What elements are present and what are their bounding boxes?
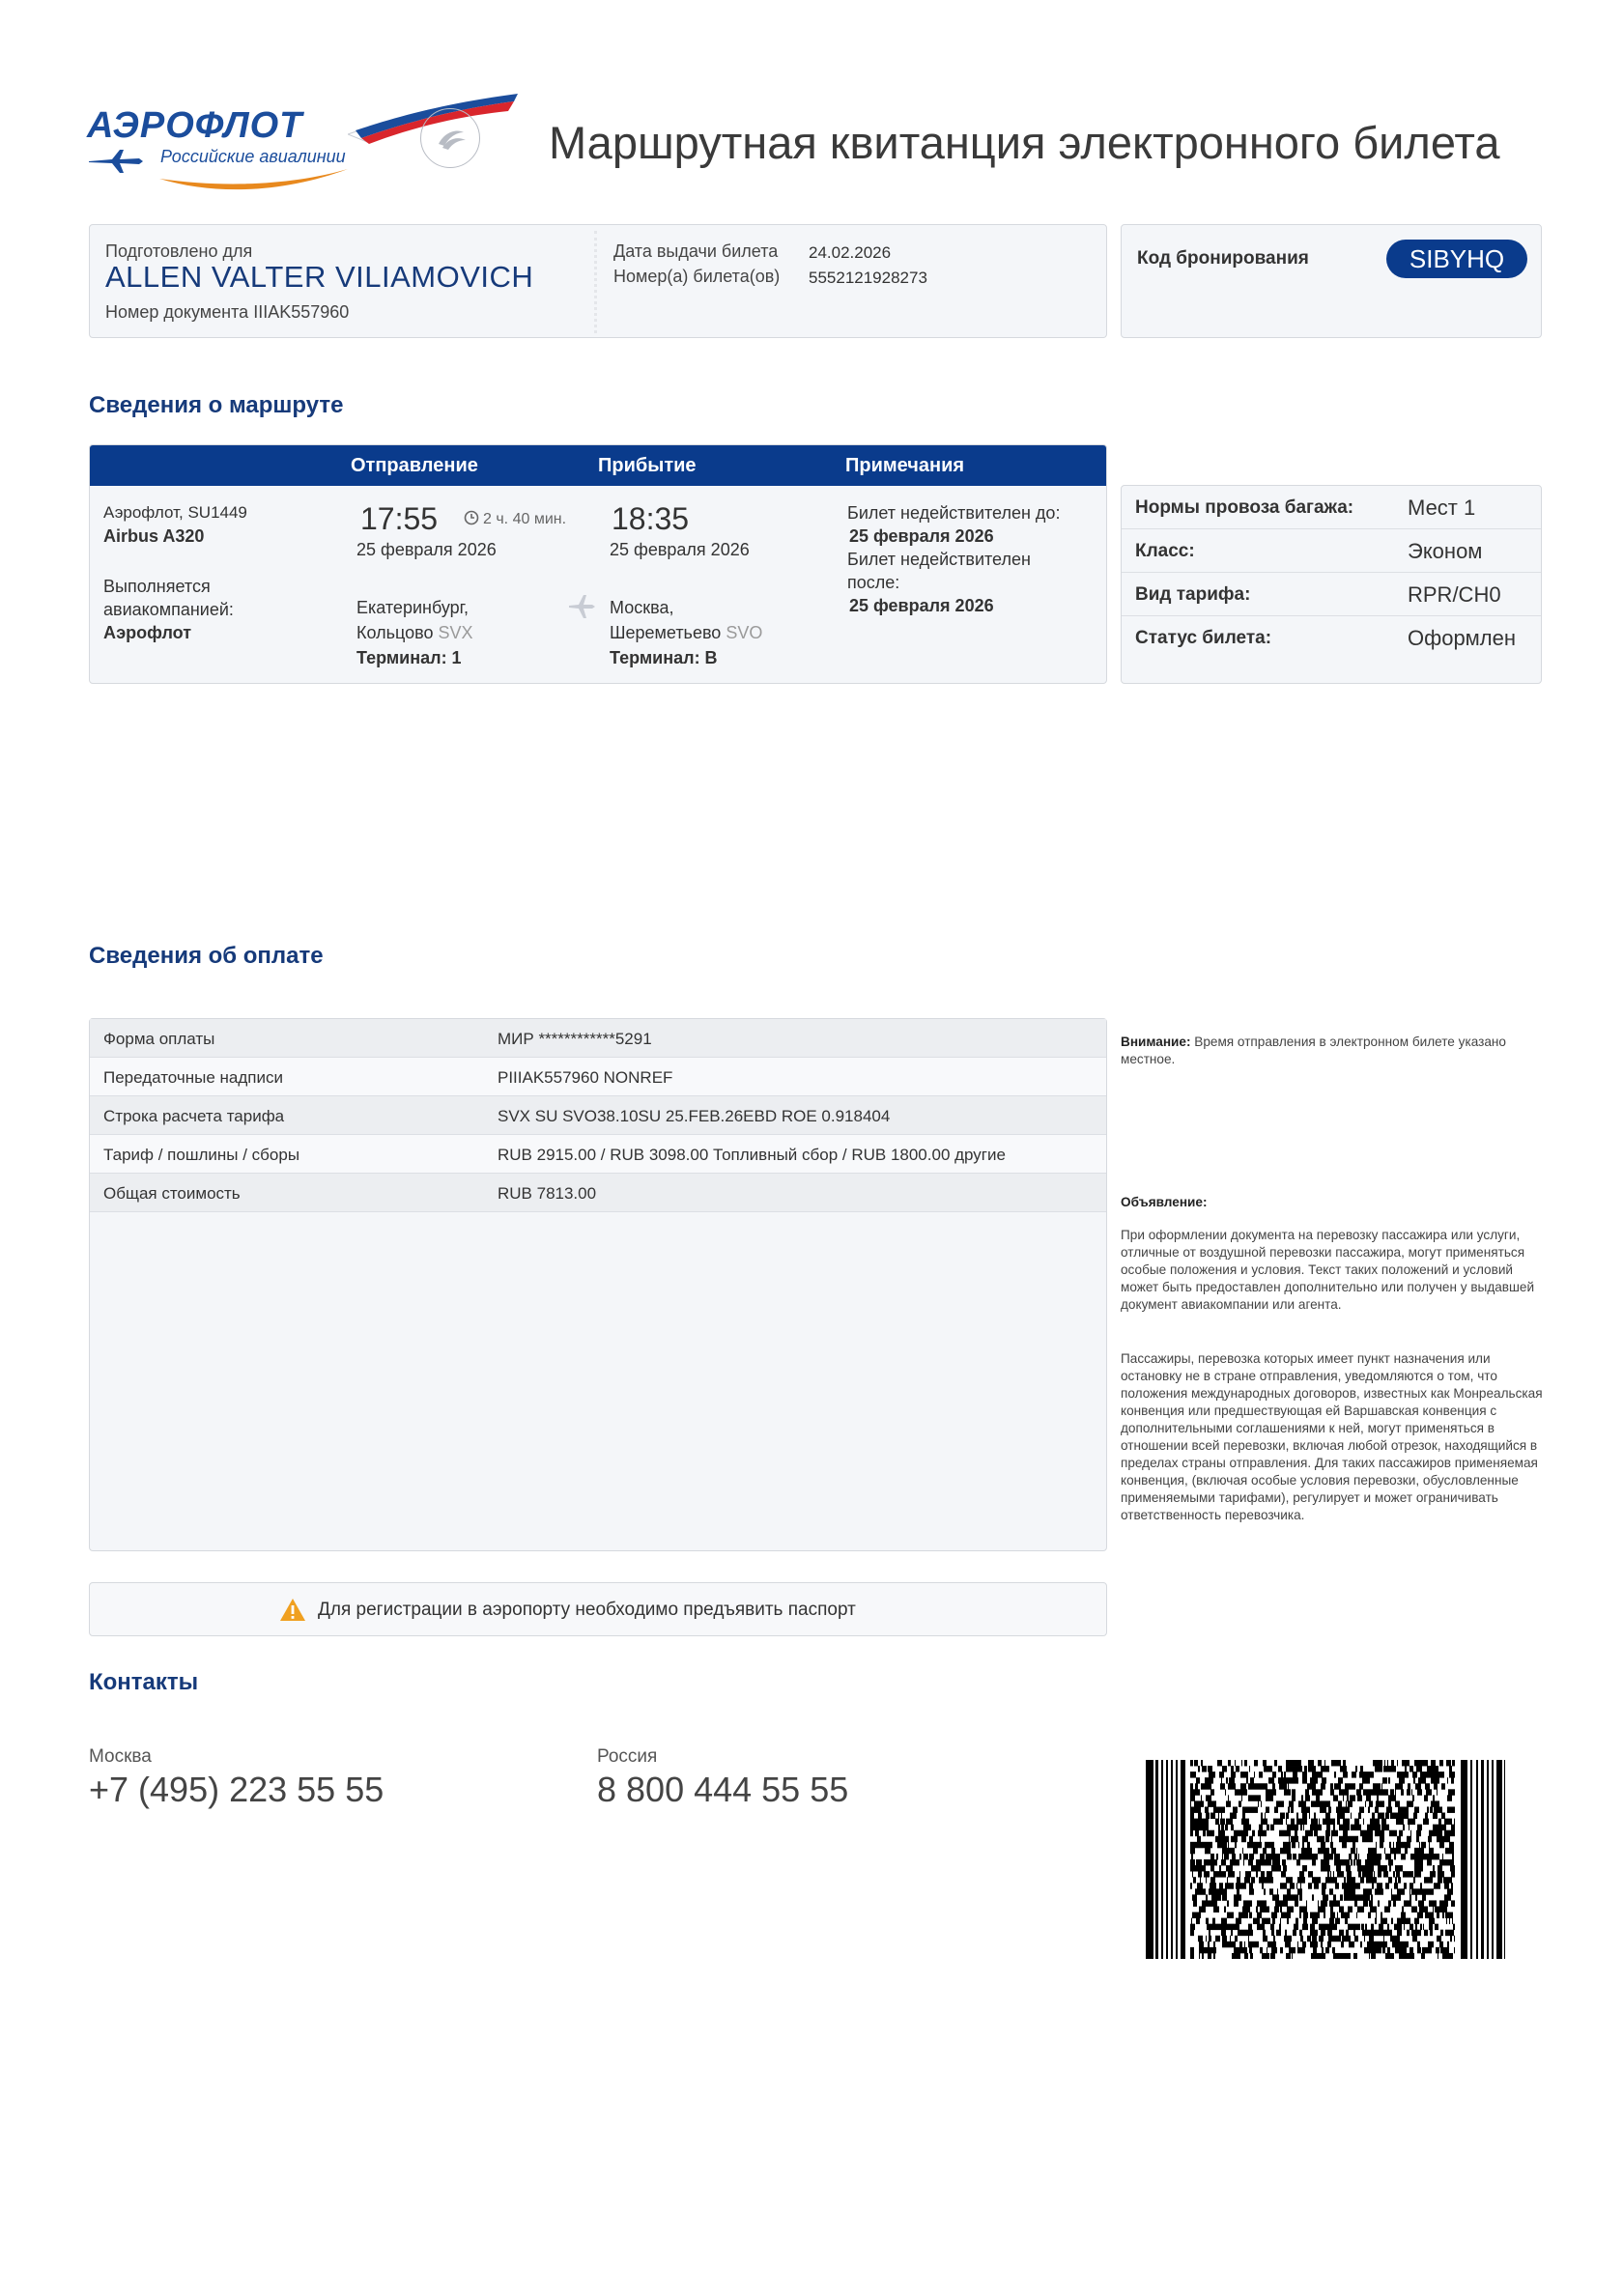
announcement-label: [1121, 1194, 1546, 1211]
booking-code-label: Код бронирования: [1137, 248, 1309, 269]
route-header: [90, 445, 1106, 486]
departure-header: Отправление: [351, 455, 478, 476]
class-row: [1122, 529, 1541, 573]
invalid-until-date: 25 февраля 2026: [849, 526, 994, 546]
arrival-airport-code: SVO: [726, 623, 763, 642]
payment-row: [90, 1096, 1106, 1135]
total-label: Общая стоимость: [103, 1184, 241, 1203]
arrival-date: 25 февраля 2026: [610, 540, 750, 559]
payment-row: [90, 1135, 1106, 1174]
skyteam-icon: [421, 109, 479, 167]
payment-section-title: Сведения об оплате: [89, 943, 324, 969]
total-value: RUB 7813.00: [498, 1184, 597, 1203]
operating-airline: Аэрофлот: [103, 623, 192, 642]
fare-type-value: RPR/CH0: [1408, 582, 1501, 607]
contacts-section-title: Контакты: [89, 1669, 199, 1695]
logo-swoosh-icon: [159, 157, 353, 196]
attention-label: Внимание:: [1121, 1035, 1191, 1049]
document-number-row: [105, 302, 349, 323]
passport-notice-text: Для регистрации в аэропорту необходимо предъявить паспорт: [318, 1600, 856, 1620]
ticket-status-label: Статус билета:: [1135, 628, 1272, 648]
passenger-card: [89, 224, 1107, 338]
payment-row: [90, 1058, 1106, 1096]
perforation-divider: [594, 231, 597, 333]
route-section-title: Сведения о маршруте: [89, 392, 344, 418]
endorsements-value: PIIIAK557960 NONREF: [498, 1068, 673, 1087]
ticket-number-label: Номер(а) билета(ов): [613, 267, 781, 286]
arrival-time: 18:35: [612, 501, 690, 536]
departure-terminal: Терминал: 1: [356, 648, 462, 667]
booking-code-badge: SIBYHQ: [1386, 240, 1527, 278]
endorsements-label: Передаточные надписи: [103, 1068, 283, 1087]
arrival-airport: [610, 623, 762, 643]
skyteam-logo: [420, 108, 480, 168]
flight-number: Аэрофлот, SU1449: [103, 503, 247, 522]
operated-by-label-1: Выполняется: [103, 577, 211, 596]
clock-icon: [464, 510, 479, 525]
aircraft-type: Airbus A320: [103, 526, 205, 546]
departure-airport-name: Кольцово: [356, 623, 434, 642]
announcement-label-text: Объявление:: [1121, 1195, 1208, 1209]
invalid-until-label: Билет недействителен до:: [847, 503, 1061, 523]
attention-notice: [1121, 1034, 1546, 1068]
departure-airport-code: SVX: [438, 623, 473, 642]
payment-row: [90, 1174, 1106, 1212]
announcement-paragraph-1: При оформлении документа на перевозку пассажира или услуги, отличные от воздушной перевозки пассажира, могут применяться особые положения и условия. Текст таких положений и условий может быть предоставлен дополнительно или получен у выдавшей документ авиакомпании или агента.: [1121, 1228, 1535, 1312]
announcement-paragraph-2: Пассажиры, перевозка которых имеет пункт назначения или остановку не в стране отправления, уведомляются о том, что положения международных договоров, известных как Монреальская конвенция или предшествующая ей Варшавская конвенция с дополнительными соглашениями к ней, могут применяться в отношении всей перевозки, включая любой отрезок, находящийся в пределах страны отправления. Для таких пассажиров применяемая конвенция, (включая особые условия перевозки, обусловленные применяемыми тарифами), регулирует и может ограничивать ответственность перевозчика.: [1121, 1351, 1543, 1522]
notes-header: Примечания: [845, 455, 965, 476]
class-value: Эконом: [1408, 539, 1483, 563]
payment-form-value: МИР ************5291: [498, 1030, 652, 1048]
departure-time: 17:55: [360, 501, 439, 536]
flight-duration: [464, 510, 566, 528]
baggage-row: [1122, 486, 1541, 529]
contact-city-moscow: Москва: [89, 1746, 152, 1767]
fare-calc-label: Строка расчета тарифа: [103, 1107, 285, 1125]
payment-form-label: Форма оплаты: [103, 1030, 215, 1048]
document-title: Маршрутная квитанция электронного билета: [549, 117, 1500, 168]
arrival-airport-name: Шереметьево: [610, 623, 722, 642]
ticket-status-value: Оформлен: [1408, 626, 1517, 650]
invalid-after-label-2: после:: [847, 573, 900, 592]
pdf417-barcode: [1146, 1760, 1505, 1959]
issue-date: 24.02.2026: [809, 243, 892, 262]
logo-text: АЭРОФЛОТ: [87, 105, 303, 146]
fare-type-row: [1122, 573, 1541, 616]
logo-plane-icon: [87, 148, 145, 177]
fare-calc-value: SVX SU SVO38.10SU 25.FEB.26EBD ROE 0.918404: [498, 1107, 891, 1125]
contact-city-russia: Россия: [597, 1746, 658, 1767]
arrival-city: Москва,: [610, 598, 674, 617]
arrival-terminal: Терминал: B: [610, 648, 718, 667]
payment-card: [89, 1018, 1107, 1551]
route-card: [89, 444, 1107, 684]
fare-type-label: Вид тарифа:: [1135, 584, 1251, 605]
document-number: IIIAK557960: [253, 302, 350, 322]
arrival-header: Прибытие: [598, 455, 697, 476]
attention-text: Время отправления в электронном билете указано местное.: [1121, 1035, 1506, 1066]
contact-phone-russia[interactable]: 8 800 444 55 55: [597, 1770, 849, 1809]
invalid-after-label-1: Билет недействителен: [847, 550, 1031, 569]
prepared-for-label: Подготовлено для: [105, 241, 253, 261]
document-label: Номер документа: [105, 302, 249, 322]
ticket-status-row: [1122, 616, 1541, 660]
baggage-label: Нормы провоза багажа:: [1135, 497, 1354, 518]
issue-date-label: Дата выдачи билета: [613, 241, 779, 261]
ticket-number: 5552121928273: [809, 269, 927, 287]
logo-subtitle: Российские авиалинии: [160, 147, 346, 166]
payment-row: [90, 1019, 1106, 1058]
flight-duration-text: 2 ч. 40 мин.: [483, 511, 567, 527]
baggage-value: Мест 1: [1408, 496, 1476, 520]
departure-airport: [356, 623, 473, 643]
passport-notice: [89, 1582, 1107, 1636]
booking-card: [1121, 224, 1542, 338]
departure-date: 25 февраля 2026: [356, 540, 497, 559]
plane-icon: [567, 592, 596, 621]
warning-icon: [279, 1598, 306, 1623]
fare-taxes-label: Тариф / пошлины / сборы: [103, 1146, 300, 1164]
fare-taxes-value: RUB 2915.00 / RUB 3098.00 Топливный сбор / RUB 1800.00 другие: [498, 1146, 1006, 1164]
ticket-info-card: [1121, 485, 1542, 684]
departure-city: Екатеринбург,: [356, 598, 470, 617]
passenger-name: ALLEN VALTER VILIAMOVICH: [105, 260, 534, 294]
class-label: Класс:: [1135, 541, 1195, 561]
contact-phone-moscow[interactable]: +7 (495) 223 55 55: [89, 1770, 384, 1809]
invalid-after-date: 25 февраля 2026: [849, 596, 994, 615]
operated-by-label-2: авиакомпанией:: [103, 600, 234, 619]
